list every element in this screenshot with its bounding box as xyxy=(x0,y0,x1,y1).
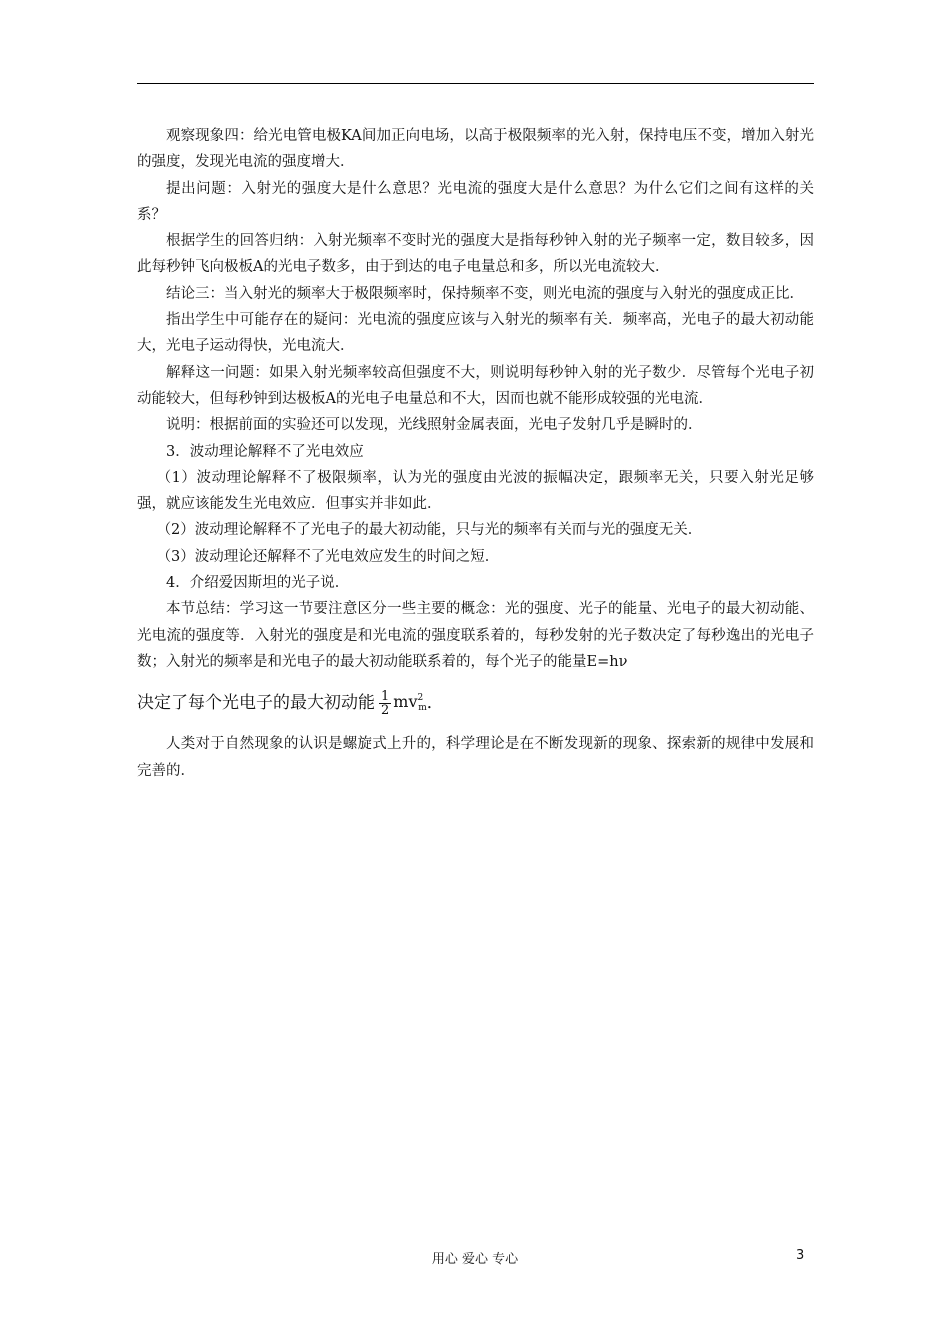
page-number: 3 xyxy=(796,1248,805,1263)
footer-motto: 用心 爱心 专心 xyxy=(431,1252,519,1267)
formula-line xyxy=(137,681,814,725)
mv-base: mv xyxy=(393,692,418,712)
paragraph: 提出问题：入射光的强度大是什么意思？光电流的强度大是什么意思？为什么它们之间有这样的关系？ xyxy=(137,180,814,223)
closing-paragraph: 人类对于自然现象的认识是螺旋式上升的，科学理论是在不断发现新的现象、探索新的规律中发展和完善的． xyxy=(137,736,814,779)
header-rule xyxy=(137,83,814,84)
fraction xyxy=(379,690,391,717)
paragraph: 观察现象四：给光电管电极KA间加正向电场，以高于极限频率的光入射，保持电压不变，增加入射光的强度，发现光电流的强度增大． xyxy=(137,128,814,171)
document-body xyxy=(137,123,814,784)
mv-exponent: 2 xyxy=(417,693,424,704)
list-item: （2）波动理论解释不了光电子的最大初动能，只与光的频率有关而与光的强度无关． xyxy=(156,522,703,539)
formula-text: 决定了每个光电子的最大初动能 xyxy=(137,693,375,714)
list-item: （1）波动理论解释不了极限频率，认为光的强度由光波的振幅决定，跟频率无关，只要入射光足够强，就应该能发生光电效应．但事实并非如此． xyxy=(137,469,814,513)
fraction-numerator: 1 xyxy=(381,688,390,704)
paragraph: 说明：根据前面的实验还可以发现，光线照射金属表面，光电子发射几乎是瞬时的． xyxy=(166,417,703,434)
formula-end: ． xyxy=(426,693,444,714)
paragraph: 结论三：当入射光的频率大于极限频率时，保持频率不变，则光电流的强度与入射光的强度成正比． xyxy=(166,285,804,302)
paragraph: 解释这一问题：如果入射光频率较高但强度不大，则说明每秒钟入射的光子数少．尽管每个光电子初动能较大，但每秒钟到达极板A的光电子电量总和不大，因而也就不能形成较强的光电流． xyxy=(137,364,814,407)
list-item: （3）波动理论还解释不了光电效应发生的时间之短． xyxy=(156,548,500,565)
summary-paragraph: 本节总结：学习这一节要注意区分一些主要的概念：光的强度、光子的能量、光电子的最大初动能、光电流的强度等．入射光的强度是和光电流的强度联系着的，每秒发射的光子数决定了每秒逸出的光电子数；入射光的频率是和光电子的最大初动能联系着的，每个光子的能量E=hν xyxy=(137,601,814,670)
paragraph: 指出学生中可能存在的疑问：光电流的强度应该与入射光的频率有关．频率高，光电子的最大初动能大，光电子运动得快，光电流大． xyxy=(137,312,814,355)
mv-subscript: m xyxy=(418,703,427,714)
section-heading: 3．波动理论解释不了光电效应 xyxy=(166,443,364,460)
kinetic-energy-symbol xyxy=(393,681,427,725)
section-heading: 4．介绍爱因斯坦的光子说． xyxy=(166,575,350,592)
fraction-denominator: 2 xyxy=(381,702,390,718)
paragraph: 根据学生的回答归纳：入射光频率不变时光的强度大是指每秒钟入射的光子频率一定，数目较多，因此每秒钟飞向极板A的光电子数多，由于到达的电子电量总和多，所以光电流较大． xyxy=(137,233,814,276)
